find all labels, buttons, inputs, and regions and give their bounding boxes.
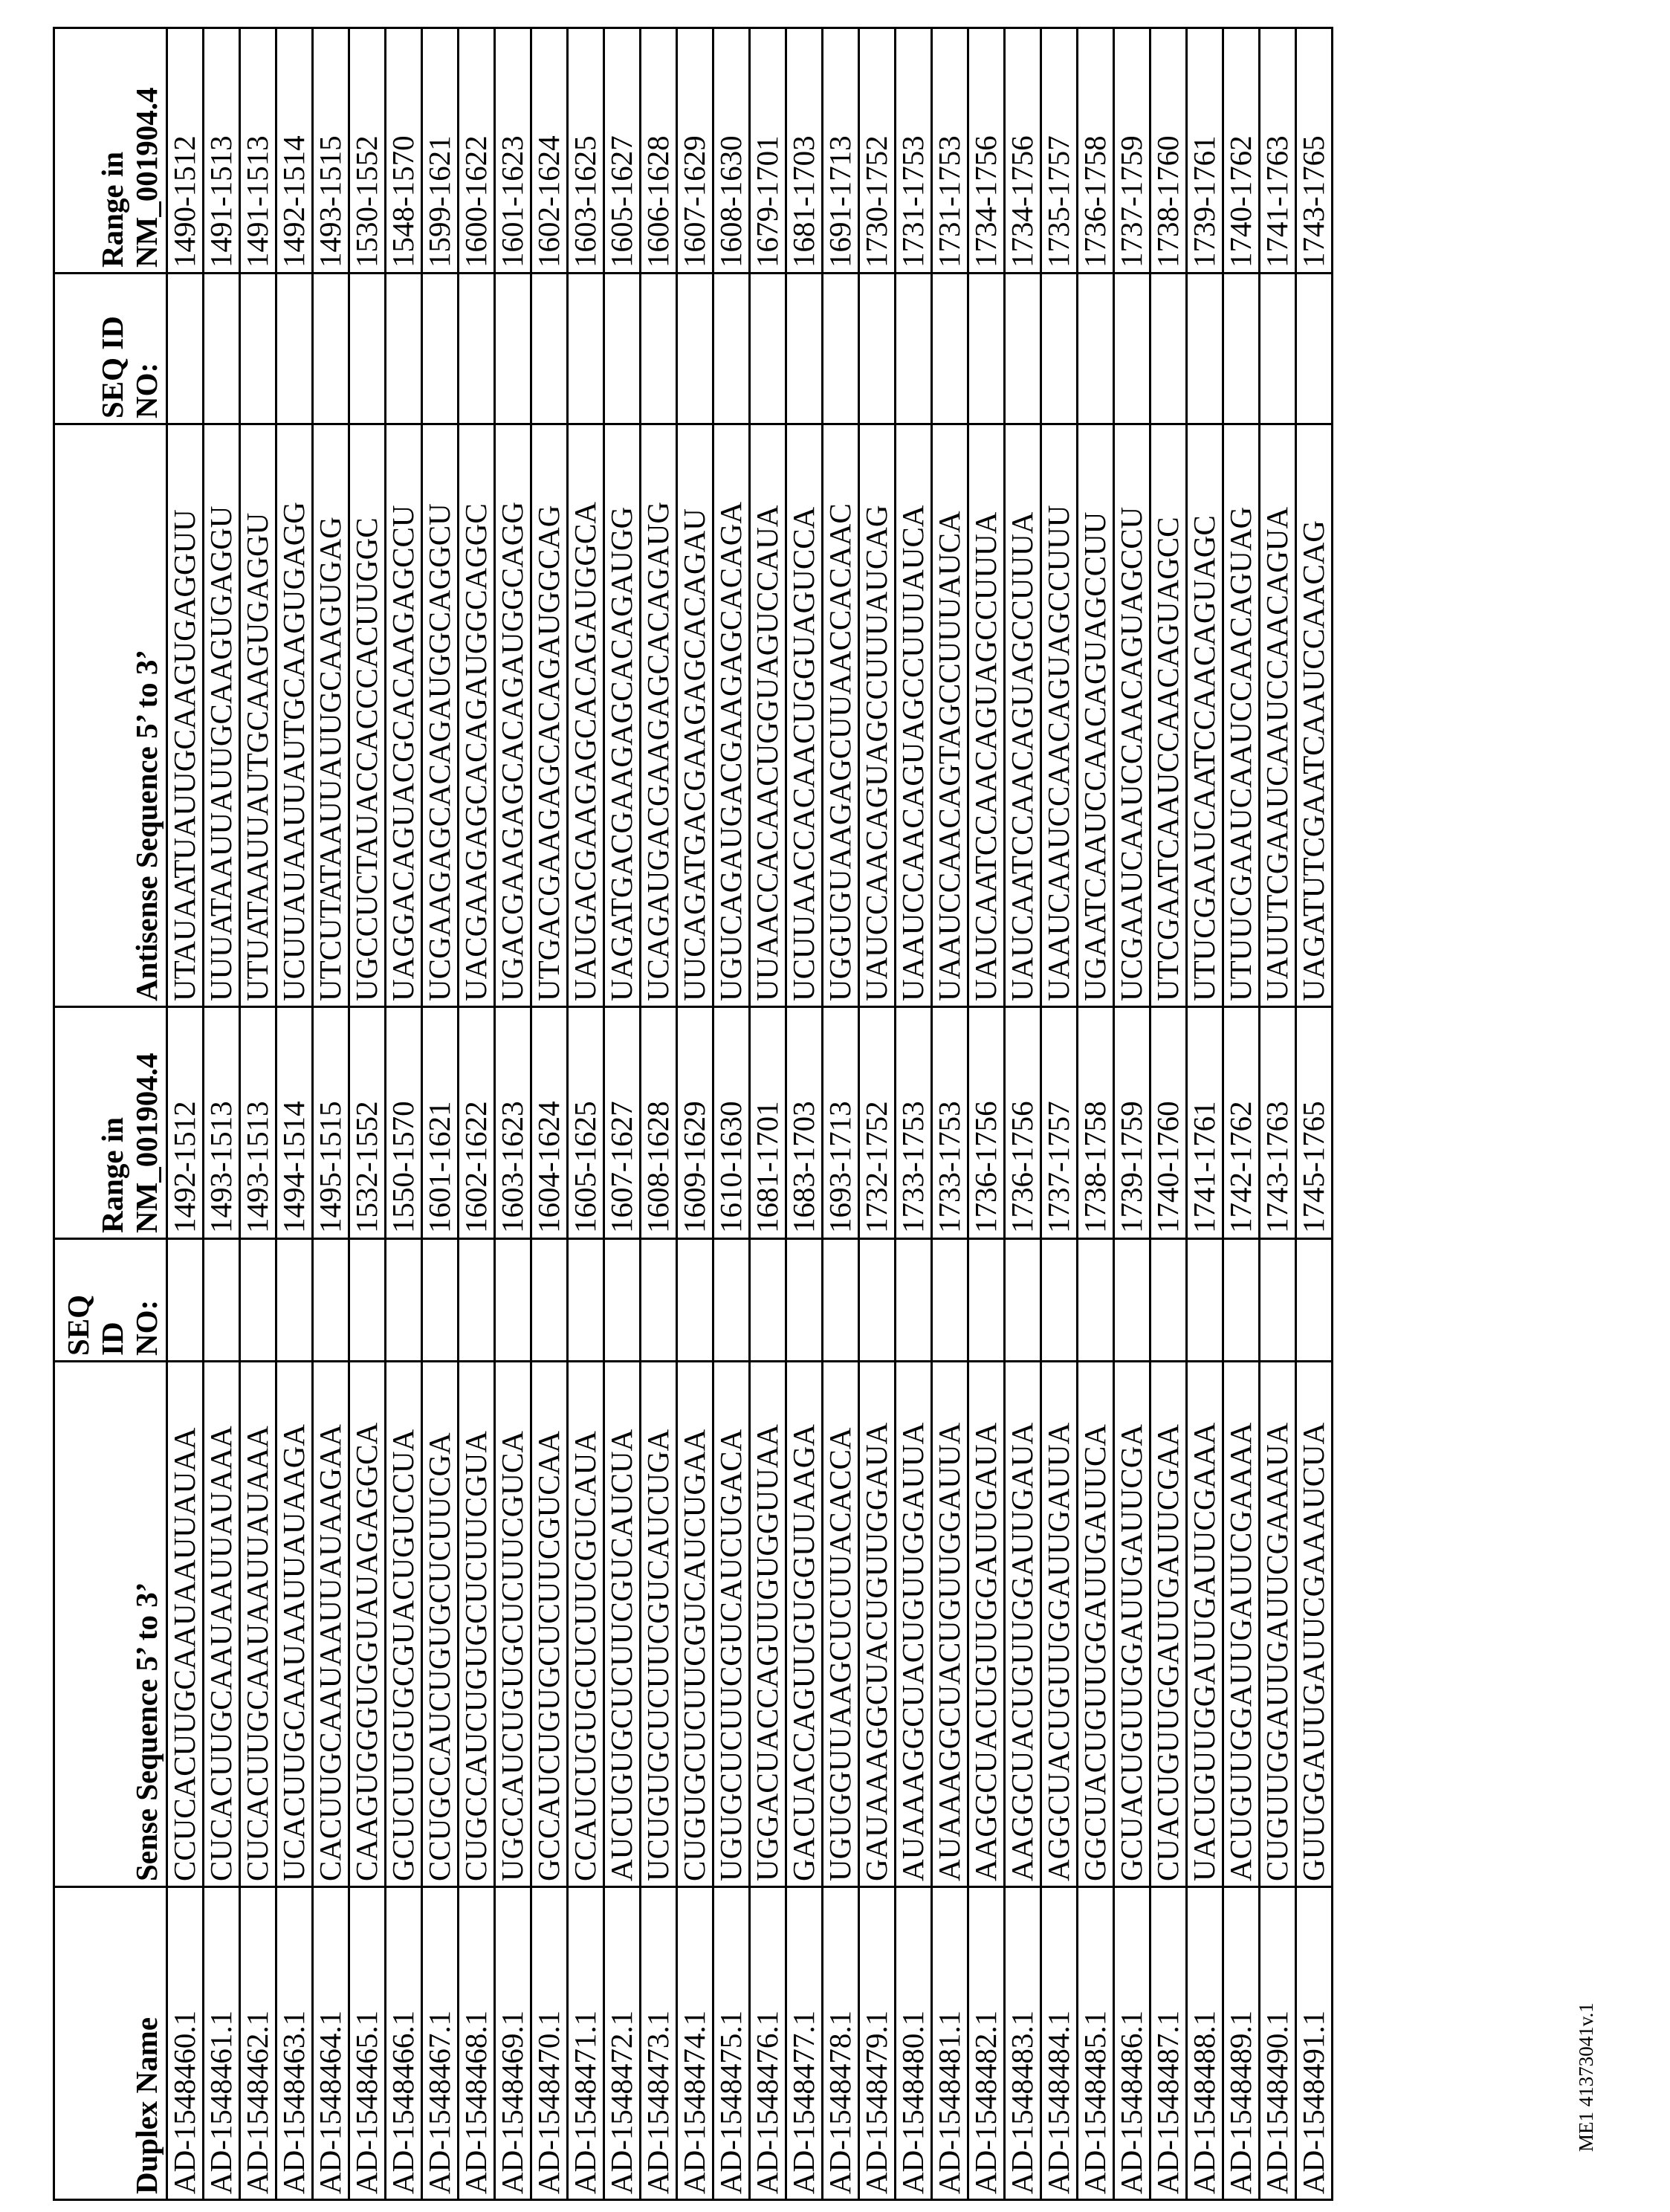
header-sense-seq-id bbox=[54, 1239, 167, 1362]
cell-duplex-name: AD-1548478.1 bbox=[823, 1887, 859, 2200]
table-row bbox=[1005, 28, 1041, 2200]
cell-sense-range: 1739-1759 bbox=[1114, 1007, 1150, 1239]
table-row bbox=[968, 28, 1005, 2200]
cell-antisense-sequence: UAUCCAACAGUAGCCUUUAUCAG bbox=[859, 424, 896, 1007]
cell-antisense-seq-id bbox=[1150, 274, 1187, 424]
cell-sense-seq-id bbox=[713, 1239, 750, 1362]
cell-duplex-name: AD-1548460.1 bbox=[167, 1887, 204, 2200]
cell-antisense-sequence: UCGAAGAGCACAGAUGGCAGGCU bbox=[422, 424, 459, 1007]
cell-sense-range: 1494-1514 bbox=[276, 1007, 313, 1239]
cell-duplex-name: AD-1548479.1 bbox=[859, 1887, 896, 2200]
header-text: Range in bbox=[96, 1012, 130, 1233]
cell-sense-sequence: CUGCCAUCUGUGCUCUUCGUA bbox=[459, 1362, 495, 1887]
cell-sense-range: 1607-1627 bbox=[604, 1007, 641, 1239]
cell-antisense-seq-id bbox=[531, 274, 568, 424]
cell-sense-seq-id bbox=[495, 1239, 531, 1362]
cell-antisense-range: 1603-1625 bbox=[568, 28, 604, 274]
table-row bbox=[677, 28, 713, 2200]
cell-sense-seq-id bbox=[167, 1239, 204, 1362]
cell-sense-sequence: CUCACUUGCAAUAAUUAUAAA bbox=[240, 1362, 276, 1887]
table-row bbox=[750, 28, 786, 2200]
cell-sense-sequence: CUACUGUUGGAUUGAUUCGAA bbox=[1150, 1362, 1187, 1887]
cell-antisense-range: 1734-1756 bbox=[968, 28, 1005, 274]
table-row bbox=[1296, 28, 1333, 2200]
cell-antisense-sequence: UAUUTCGAAUCAAUCCAACAGUA bbox=[1260, 424, 1296, 1007]
cell-sense-seq-id bbox=[386, 1239, 422, 1362]
header-row bbox=[54, 28, 167, 2200]
header-antisense-sequence bbox=[54, 424, 167, 1007]
header-duplex-name bbox=[54, 1887, 167, 2200]
header-text: Duplex Name bbox=[130, 1892, 164, 2194]
table-row bbox=[859, 28, 896, 2200]
cell-antisense-range: 1679-1701 bbox=[750, 28, 786, 274]
cell-antisense-sequence: UTGACGAAGAGCACAGAUGGCAG bbox=[531, 424, 568, 1007]
cell-sense-seq-id bbox=[313, 1239, 349, 1362]
table-row bbox=[568, 28, 604, 2200]
cell-sense-seq-id bbox=[750, 1239, 786, 1362]
cell-sense-seq-id bbox=[1223, 1239, 1260, 1362]
document-footer-id: ME1 41373041v.1 bbox=[1575, 2002, 1598, 2152]
cell-antisense-range: 1691-1713 bbox=[823, 28, 859, 274]
cell-antisense-sequence: UTUATAAUUAUTGCAAGUGAGGU bbox=[240, 424, 276, 1007]
cell-duplex-name: AD-1548485.1 bbox=[1078, 1887, 1114, 2200]
cell-antisense-sequence: UAUGACGAAGAGCACAGAUGGCA bbox=[568, 424, 604, 1007]
cell-sense-seq-id bbox=[641, 1239, 677, 1362]
table-row bbox=[167, 28, 204, 2200]
cell-duplex-name: AD-1548474.1 bbox=[677, 1887, 713, 2200]
cell-antisense-range: 1607-1629 bbox=[677, 28, 713, 274]
cell-sense-sequence: GACUACCAGUUGUGGUUAAGA bbox=[786, 1362, 823, 1887]
cell-sense-range: 1604-1624 bbox=[531, 1007, 568, 1239]
cell-antisense-sequence: UCAGAUGACGAAGAGCACAGAUG bbox=[641, 424, 677, 1007]
cell-antisense-range: 1599-1621 bbox=[422, 28, 459, 274]
table-row bbox=[641, 28, 677, 2200]
cell-sense-sequence: CUGUUGGAUUGAUUCGAAAUA bbox=[1260, 1362, 1296, 1887]
cell-duplex-name: AD-1548490.1 bbox=[1260, 1887, 1296, 2200]
cell-sense-sequence: AAGGCUACUGUUGGAUUGAUA bbox=[1005, 1362, 1041, 1887]
cell-antisense-sequence: UGAATCAAUCCAACAGUAGCCUU bbox=[1078, 424, 1114, 1007]
cell-sense-range: 1681-1701 bbox=[750, 1007, 786, 1239]
header-antisense-seq-id bbox=[54, 274, 167, 424]
table-row bbox=[240, 28, 276, 2200]
cell-antisense-seq-id bbox=[1223, 274, 1260, 424]
cell-sense-seq-id bbox=[968, 1239, 1005, 1362]
cell-antisense-range: 1608-1630 bbox=[713, 28, 750, 274]
cell-sense-range: 1742-1762 bbox=[1223, 1007, 1260, 1239]
cell-sense-seq-id bbox=[531, 1239, 568, 1362]
header-text: Antisense Sequence 5’ to 3’ bbox=[130, 430, 164, 1001]
cell-duplex-name: AD-1548472.1 bbox=[604, 1887, 641, 2200]
duplex-table bbox=[53, 27, 1333, 2201]
cell-duplex-name: AD-1548466.1 bbox=[386, 1887, 422, 2200]
header-text: SEQ bbox=[62, 1244, 96, 1356]
table-row bbox=[1187, 28, 1223, 2200]
cell-sense-sequence: GCUACUGUUGGAUUGAUUCGA bbox=[1114, 1362, 1150, 1887]
cell-antisense-sequence: UTCUTATAAUUAUUGCAAGUGAG bbox=[313, 424, 349, 1007]
cell-duplex-name: AD-1548482.1 bbox=[968, 1887, 1005, 2200]
cell-duplex-name: AD-1548467.1 bbox=[422, 1887, 459, 2200]
cell-sense-seq-id bbox=[786, 1239, 823, 1362]
cell-sense-range: 1550-1570 bbox=[386, 1007, 422, 1239]
table-row bbox=[1150, 28, 1187, 2200]
cell-antisense-seq-id bbox=[240, 274, 276, 424]
cell-antisense-range: 1739-1761 bbox=[1187, 28, 1223, 274]
header-text: Sense Sequence 5’ to 3’ bbox=[130, 1367, 164, 1881]
table-row bbox=[531, 28, 568, 2200]
cell-sense-seq-id bbox=[204, 1239, 240, 1362]
cell-antisense-seq-id bbox=[932, 274, 968, 424]
cell-sense-range: 1609-1629 bbox=[677, 1007, 713, 1239]
cell-sense-sequence: CCUGCCAUCUGUGCUCUUCGA bbox=[422, 1362, 459, 1887]
cell-antisense-range: 1493-1515 bbox=[313, 28, 349, 274]
cell-duplex-name: AD-1548484.1 bbox=[1041, 1887, 1078, 2200]
table-row bbox=[604, 28, 641, 2200]
cell-antisense-seq-id bbox=[276, 274, 313, 424]
cell-sense-range: 1610-1630 bbox=[713, 1007, 750, 1239]
cell-sense-range: 1608-1628 bbox=[641, 1007, 677, 1239]
cell-antisense-sequence: UTCGAATCAAUCCAACAGUAGCC bbox=[1150, 424, 1187, 1007]
cell-sense-sequence: UGGACUACCAGUUGUGGUUAA bbox=[750, 1362, 786, 1887]
cell-antisense-seq-id bbox=[641, 274, 677, 424]
cell-duplex-name: AD-1548464.1 bbox=[313, 1887, 349, 2200]
cell-duplex-name: AD-1548473.1 bbox=[641, 1887, 677, 2200]
cell-sense-seq-id bbox=[823, 1239, 859, 1362]
cell-antisense-range: 1737-1759 bbox=[1114, 28, 1150, 274]
cell-antisense-range: 1743-1765 bbox=[1296, 28, 1333, 274]
cell-sense-range: 1736-1756 bbox=[1005, 1007, 1041, 1239]
cell-antisense-seq-id bbox=[604, 274, 641, 424]
cell-duplex-name: AD-1548463.1 bbox=[276, 1887, 313, 2200]
cell-sense-sequence: UACUGUUGGAUUGAUUCGAAA bbox=[1187, 1362, 1223, 1887]
cell-sense-sequence: AAGGCUACUGUUGGAUUGAUA bbox=[968, 1362, 1005, 1887]
cell-antisense-sequence: UAGGACAGUACGCACAAGAGCCU bbox=[386, 424, 422, 1007]
cell-antisense-seq-id bbox=[1041, 274, 1078, 424]
cell-antisense-sequence: UAGATUTCGAATCAAUCCAACAG bbox=[1296, 424, 1333, 1007]
rotated-page bbox=[53, 29, 1670, 2201]
cell-duplex-name: AD-1548471.1 bbox=[568, 1887, 604, 2200]
cell-sense-seq-id bbox=[1041, 1239, 1078, 1362]
cell-duplex-name: AD-1548462.1 bbox=[240, 1887, 276, 2200]
cell-sense-range: 1743-1763 bbox=[1260, 1007, 1296, 1239]
cell-sense-sequence: CACUUGCAAUAAUUAUAAGAA bbox=[313, 1362, 349, 1887]
cell-antisense-range: 1600-1622 bbox=[459, 28, 495, 274]
cell-sense-seq-id bbox=[896, 1239, 932, 1362]
cell-sense-range: 1603-1623 bbox=[495, 1007, 531, 1239]
cell-sense-seq-id bbox=[459, 1239, 495, 1362]
header-text: NM_001904.4 bbox=[130, 33, 164, 268]
cell-antisense-seq-id bbox=[968, 274, 1005, 424]
cell-sense-sequence: AUAAAGGCUACUGUUGGAUUA bbox=[896, 1362, 932, 1887]
cell-antisense-seq-id bbox=[1005, 274, 1041, 424]
cell-antisense-range: 1548-1570 bbox=[386, 28, 422, 274]
cell-antisense-sequence: UTAUAATUAUUGCAAGUGAGGUU bbox=[167, 424, 204, 1007]
cell-duplex-name: AD-1548465.1 bbox=[349, 1887, 386, 2200]
cell-antisense-seq-id bbox=[786, 274, 823, 424]
cell-antisense-seq-id bbox=[1296, 274, 1333, 424]
cell-antisense-range: 1731-1753 bbox=[932, 28, 968, 274]
cell-antisense-sequence: UGCCUCTAUACCACCCACUUGGC bbox=[349, 424, 386, 1007]
cell-antisense-range: 1602-1624 bbox=[531, 28, 568, 274]
cell-sense-sequence: GUUGGAUUGAUUCGAAAUCUA bbox=[1296, 1362, 1333, 1887]
cell-sense-sequence: UCUGUGCUCUUCGUCAUCUGA bbox=[641, 1362, 677, 1887]
cell-sense-sequence: UGUGCUCUUCGUCAUCUGACA bbox=[713, 1362, 750, 1887]
cell-antisense-sequence: UAUCAATCCAACAGUAGCCUUUA bbox=[968, 424, 1005, 1007]
cell-antisense-range: 1490-1512 bbox=[167, 28, 204, 274]
cell-sense-range: 1693-1713 bbox=[823, 1007, 859, 1239]
cell-sense-seq-id bbox=[1150, 1239, 1187, 1362]
cell-antisense-sequence: UCUUAUAAUUAUTGCAAGUGAGG bbox=[276, 424, 313, 1007]
cell-antisense-seq-id bbox=[677, 274, 713, 424]
cell-duplex-name: AD-1548480.1 bbox=[896, 1887, 932, 2200]
header-sense-range bbox=[54, 1007, 167, 1239]
cell-sense-range: 1532-1552 bbox=[349, 1007, 386, 1239]
cell-sense-range: 1737-1757 bbox=[1041, 1007, 1078, 1239]
cell-antisense-range: 1491-1513 bbox=[204, 28, 240, 274]
cell-duplex-name: AD-1548469.1 bbox=[495, 1887, 531, 2200]
header-sense-sequence bbox=[54, 1362, 167, 1887]
cell-antisense-seq-id bbox=[896, 274, 932, 424]
cell-duplex-name: AD-1548489.1 bbox=[1223, 1887, 1260, 2200]
cell-antisense-sequence: UAGATGACGAAGAGCACAGAUGG bbox=[604, 424, 641, 1007]
cell-sense-seq-id bbox=[568, 1239, 604, 1362]
cell-sense-sequence: CCAUCUGUGCUCUUCGUCAUA bbox=[568, 1362, 604, 1887]
cell-sense-seq-id bbox=[1187, 1239, 1223, 1362]
table-row bbox=[349, 28, 386, 2200]
cell-antisense-seq-id bbox=[568, 274, 604, 424]
table-row bbox=[1223, 28, 1260, 2200]
table-row bbox=[896, 28, 932, 2200]
cell-sense-seq-id bbox=[1260, 1239, 1296, 1362]
cell-sense-range: 1495-1515 bbox=[313, 1007, 349, 1239]
header-text: NO: bbox=[130, 279, 164, 418]
table-row bbox=[1114, 28, 1150, 2200]
cell-sense-seq-id bbox=[422, 1239, 459, 1362]
table-row bbox=[422, 28, 459, 2200]
cell-antisense-seq-id bbox=[713, 274, 750, 424]
header-antisense-range bbox=[54, 28, 167, 274]
cell-antisense-seq-id bbox=[495, 274, 531, 424]
cell-sense-sequence: AUCUGUGCUCUUCGUCAUCUA bbox=[604, 1362, 641, 1887]
cell-sense-range: 1683-1703 bbox=[786, 1007, 823, 1239]
cell-antisense-sequence: UUCAGATGACGAAGAGCACAGAU bbox=[677, 424, 713, 1007]
cell-duplex-name: AD-1548468.1 bbox=[459, 1887, 495, 2200]
header-text: ID bbox=[96, 1244, 130, 1356]
table-row bbox=[276, 28, 313, 2200]
cell-antisense-sequence: UGUCAGAUGACGAAGAGCACAGA bbox=[713, 424, 750, 1007]
header-text: NO: bbox=[130, 1244, 164, 1356]
cell-sense-range: 1493-1513 bbox=[204, 1007, 240, 1239]
cell-duplex-name: AD-1548476.1 bbox=[750, 1887, 786, 2200]
cell-antisense-sequence: UAAUCCAACAGUAGCCUUUAUCA bbox=[896, 424, 932, 1007]
table-row bbox=[204, 28, 240, 2200]
cell-sense-sequence: AUAAAGGCUACUGUUGGAUUA bbox=[932, 1362, 968, 1887]
cell-sense-range: 1745-1765 bbox=[1296, 1007, 1333, 1239]
cell-antisense-range: 1740-1762 bbox=[1223, 28, 1260, 274]
cell-sense-sequence: GCCAUCUGUGCUCUUCGUCAA bbox=[531, 1362, 568, 1887]
cell-sense-sequence: AGGCUACUGUUGGAUUGAUUA bbox=[1041, 1362, 1078, 1887]
cell-sense-seq-id bbox=[604, 1239, 641, 1362]
cell-sense-range: 1736-1756 bbox=[968, 1007, 1005, 1239]
cell-sense-sequence: GCUCUUGUGCGUACUGUCCUA bbox=[386, 1362, 422, 1887]
cell-sense-seq-id bbox=[932, 1239, 968, 1362]
cell-sense-range: 1493-1513 bbox=[240, 1007, 276, 1239]
cell-antisense-sequence: UAUCAATCCAACAGUAGCCUUUA bbox=[1005, 424, 1041, 1007]
table-row bbox=[823, 28, 859, 2200]
cell-antisense-sequence: UTUUCGAAUCAAUCCAACAGUAG bbox=[1223, 424, 1260, 1007]
cell-sense-range: 1601-1621 bbox=[422, 1007, 459, 1239]
cell-antisense-sequence: UACGAAGAGCACAGAUGGCAGGC bbox=[459, 424, 495, 1007]
cell-antisense-sequence: UAAUCCAACAGTAGCCUUUAUCA bbox=[932, 424, 968, 1007]
cell-antisense-seq-id bbox=[459, 274, 495, 424]
cell-sense-range: 1602-1622 bbox=[459, 1007, 495, 1239]
table-row bbox=[1078, 28, 1114, 2200]
cell-sense-seq-id bbox=[1296, 1239, 1333, 1362]
cell-sense-seq-id bbox=[859, 1239, 896, 1362]
header-text: Range in bbox=[96, 33, 130, 268]
table-row bbox=[459, 28, 495, 2200]
cell-sense-seq-id bbox=[276, 1239, 313, 1362]
cell-duplex-name: AD-1548470.1 bbox=[531, 1887, 568, 2200]
cell-sense-range: 1738-1758 bbox=[1078, 1007, 1114, 1239]
cell-sense-seq-id bbox=[1078, 1239, 1114, 1362]
table-row bbox=[713, 28, 750, 2200]
cell-antisense-seq-id bbox=[859, 274, 896, 424]
cell-antisense-seq-id bbox=[1187, 274, 1223, 424]
cell-sense-seq-id bbox=[240, 1239, 276, 1362]
cell-antisense-seq-id bbox=[349, 274, 386, 424]
cell-sense-range: 1605-1625 bbox=[568, 1007, 604, 1239]
cell-sense-seq-id bbox=[1005, 1239, 1041, 1362]
cell-sense-sequence: CUCACUUGCAAUAAUUAUAAA bbox=[204, 1362, 240, 1887]
cell-antisense-sequence: UGGUGUAAGAGCUUAACCACAAC bbox=[823, 424, 859, 1007]
cell-duplex-name: AD-1548486.1 bbox=[1114, 1887, 1150, 2200]
cell-antisense-seq-id bbox=[823, 274, 859, 424]
cell-antisense-range: 1734-1756 bbox=[1005, 28, 1041, 274]
cell-antisense-seq-id bbox=[386, 274, 422, 424]
cell-duplex-name: AD-1548461.1 bbox=[204, 1887, 240, 2200]
cell-antisense-range: 1605-1627 bbox=[604, 28, 641, 274]
cell-sense-range: 1733-1753 bbox=[896, 1007, 932, 1239]
cell-antisense-sequence: UGACGAAGAGCACAGAUGGCAGG bbox=[495, 424, 531, 1007]
cell-sense-sequence: GGCUACUGUUGGAUUGAUUCA bbox=[1078, 1362, 1114, 1887]
cell-antisense-sequence: UUUATAAUUAUUGCAAGUGAGGU bbox=[204, 424, 240, 1007]
cell-sense-sequence: UGUGGUUAAGCUCUUACACCA bbox=[823, 1362, 859, 1887]
cell-antisense-seq-id bbox=[422, 274, 459, 424]
cell-duplex-name: AD-1548483.1 bbox=[1005, 1887, 1041, 2200]
cell-sense-sequence: CUGUGCUCUUCGUCAUCUGAA bbox=[677, 1362, 713, 1887]
cell-duplex-name: AD-1548475.1 bbox=[713, 1887, 750, 2200]
cell-antisense-range: 1730-1752 bbox=[859, 28, 896, 274]
cell-sense-seq-id bbox=[349, 1239, 386, 1362]
cell-duplex-name: AD-1548487.1 bbox=[1150, 1887, 1187, 2200]
table-row bbox=[786, 28, 823, 2200]
cell-sense-sequence: UGCCAUCUGUGCUCUUCGUCA bbox=[495, 1362, 531, 1887]
cell-duplex-name: AD-1548491.1 bbox=[1296, 1887, 1333, 2200]
cell-sense-range: 1740-1760 bbox=[1150, 1007, 1187, 1239]
cell-antisense-range: 1736-1758 bbox=[1078, 28, 1114, 274]
table-row bbox=[386, 28, 422, 2200]
cell-antisense-range: 1731-1753 bbox=[896, 28, 932, 274]
cell-antisense-seq-id bbox=[167, 274, 204, 424]
cell-antisense-seq-id bbox=[1260, 274, 1296, 424]
cell-antisense-range: 1681-1703 bbox=[786, 28, 823, 274]
cell-antisense-sequence: UAAUCAAUCCAACAGUAGCCUUU bbox=[1041, 424, 1078, 1007]
cell-antisense-range: 1601-1623 bbox=[495, 28, 531, 274]
cell-duplex-name: AD-1548488.1 bbox=[1187, 1887, 1223, 2200]
cell-sense-sequence: CAAGUGGGUGGUAUAGAGGCA bbox=[349, 1362, 386, 1887]
cell-antisense-sequence: UCUUAACCACAACUGGUAGUCCA bbox=[786, 424, 823, 1007]
cell-sense-range: 1492-1512 bbox=[167, 1007, 204, 1239]
cell-antisense-range: 1530-1552 bbox=[349, 28, 386, 274]
cell-sense-seq-id bbox=[1114, 1239, 1150, 1362]
table-row bbox=[495, 28, 531, 2200]
header-text: SEQ ID bbox=[96, 279, 130, 418]
table-row bbox=[1041, 28, 1078, 2200]
cell-antisense-seq-id bbox=[750, 274, 786, 424]
cell-antisense-range: 1606-1628 bbox=[641, 28, 677, 274]
cell-sense-sequence: CCUCACUUGCAAUAAUUAUAA bbox=[167, 1362, 204, 1887]
cell-antisense-range: 1735-1757 bbox=[1041, 28, 1078, 274]
cell-sense-sequence: GAUAAAGGCUACUGUUGGAUA bbox=[859, 1362, 896, 1887]
cell-sense-sequence: UCACUUGCAAUAAUUAUAAGA bbox=[276, 1362, 313, 1887]
cell-sense-range: 1732-1752 bbox=[859, 1007, 896, 1239]
cell-antisense-sequence: UUAACCACAACUGGUAGUCCAUA bbox=[750, 424, 786, 1007]
table-row bbox=[1260, 28, 1296, 2200]
cell-sense-range: 1741-1761 bbox=[1187, 1007, 1223, 1239]
cell-antisense-seq-id bbox=[1078, 274, 1114, 424]
cell-duplex-name: AD-1548477.1 bbox=[786, 1887, 823, 2200]
table-row bbox=[313, 28, 349, 2200]
cell-antisense-sequence: UTUCGAAUCAATCCAACAGUAGC bbox=[1187, 424, 1223, 1007]
cell-antisense-seq-id bbox=[1114, 274, 1150, 424]
cell-sense-sequence: ACUGUUGGAUUGAUUCGAAAA bbox=[1223, 1362, 1260, 1887]
cell-sense-range: 1733-1753 bbox=[932, 1007, 968, 1239]
header-text: NM_001904.4 bbox=[130, 1012, 164, 1233]
table-row bbox=[932, 28, 968, 2200]
cell-antisense-sequence: UCGAAUCAAUCCAACAGUAGCCU bbox=[1114, 424, 1150, 1007]
cell-antisense-seq-id bbox=[204, 274, 240, 424]
cell-sense-seq-id bbox=[677, 1239, 713, 1362]
cell-antisense-range: 1491-1513 bbox=[240, 28, 276, 274]
cell-antisense-range: 1738-1760 bbox=[1150, 28, 1187, 274]
cell-duplex-name: AD-1548481.1 bbox=[932, 1887, 968, 2200]
cell-antisense-seq-id bbox=[313, 274, 349, 424]
cell-antisense-range: 1492-1514 bbox=[276, 28, 313, 274]
cell-antisense-range: 1741-1763 bbox=[1260, 28, 1296, 274]
